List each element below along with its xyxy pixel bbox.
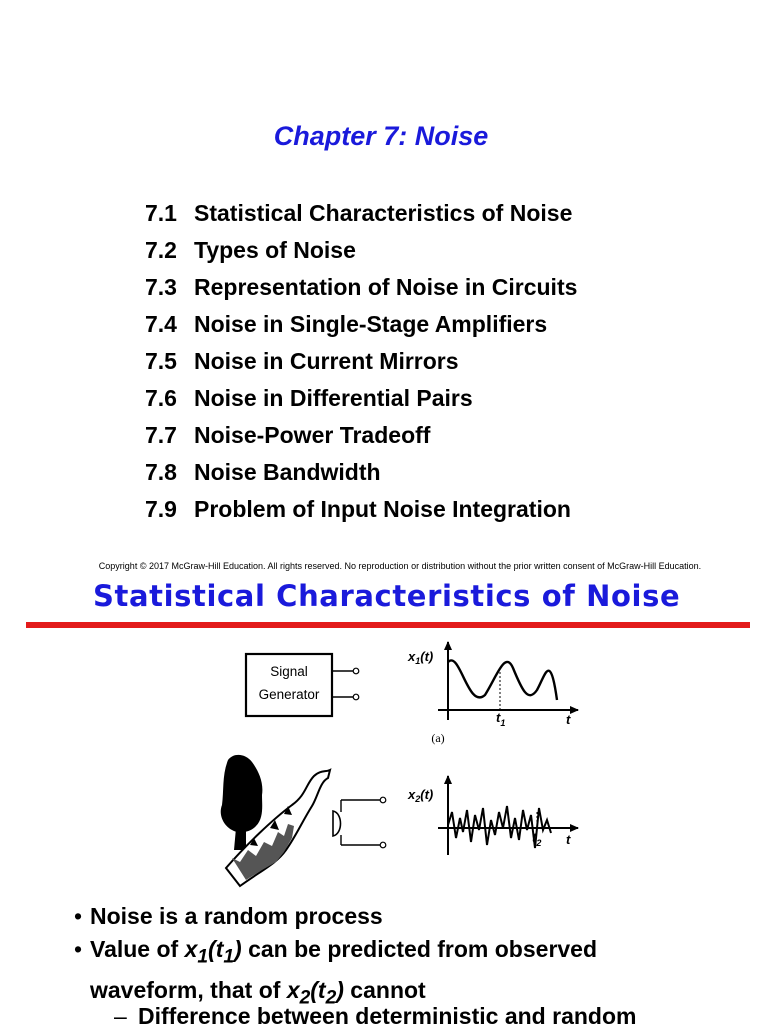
bullet-text: Noise is a random process: [90, 903, 383, 929]
sub-bullet-text: Difference between deterministic and random: [138, 1003, 637, 1029]
chapter-title: Chapter 7: Noise: [273, 121, 489, 151]
sub-bullet: [114, 1000, 636, 1033]
x1-axes: [438, 642, 578, 720]
toc-number: 7.8: [145, 459, 177, 485]
toc-label: Noise in Differential Pairs: [194, 385, 473, 411]
t1-label: $t_1$: [496, 710, 506, 728]
generator-label-line2: Generator: [258, 687, 320, 702]
toc-label: Statistical Characteristics of Noise: [194, 200, 573, 226]
sub-bullet-dash: –: [114, 1003, 127, 1029]
toc-label: Noise in Current Mirrors: [194, 348, 459, 374]
toc-number: 7.9: [145, 496, 177, 522]
receiver-antenna: [333, 797, 386, 848]
toc-label: Noise-Power Tradeoff: [194, 422, 431, 448]
t-axis-label-2: t: [566, 832, 571, 847]
figure-caption: (a): [431, 731, 445, 745]
toc-number: 7.7: [145, 422, 177, 448]
toc-label: Noise Bandwidth: [194, 459, 381, 485]
bullet-list: [74, 900, 597, 1014]
bullet-text: Value of $x_1(t_1)$ can be predicted from observed: [90, 936, 598, 968]
bullet-continuation: waveform, that of $x_2(t_2)$ cannot: [90, 976, 426, 1009]
toc-label: Noise in Single-Stage Amplifiers: [194, 311, 548, 337]
toc-number: 7.5: [145, 348, 177, 374]
section-title: Statistical Characteristics of Noise: [93, 579, 681, 613]
generator-label-line1: Signal: [270, 664, 308, 679]
copyright-notice: Copyright © 2017 McGraw-Hill Education. All rights reserved. No reproduction or distribution without the prior written consent of McGraw-Hill Education.: [98, 561, 702, 571]
toc-number: 7.4: [145, 311, 177, 337]
toc-number: 7.6: [145, 385, 177, 411]
toc-number: 7.3: [145, 274, 177, 300]
toc-number: 7.1: [145, 200, 177, 226]
x2-axis-label: $x_2(t)$: [408, 787, 434, 804]
toc-label: Types of Noise: [194, 237, 356, 263]
t-axis-label: t: [566, 712, 571, 727]
bullet-dot: •: [74, 903, 83, 929]
toc-label: Problem of Input Noise Integration: [194, 496, 571, 522]
bullet-dot: •: [74, 936, 83, 962]
bullet-item: [74, 933, 597, 974]
toc-label: Representation of Noise in Circuits: [194, 274, 578, 300]
x1-axis-label: $x_1(t)$: [408, 649, 434, 666]
toc-number: 7.2: [145, 237, 177, 263]
bullet-item: [74, 900, 597, 933]
t2-label: $t_2$: [532, 830, 542, 848]
sine-waveform: [448, 660, 557, 700]
